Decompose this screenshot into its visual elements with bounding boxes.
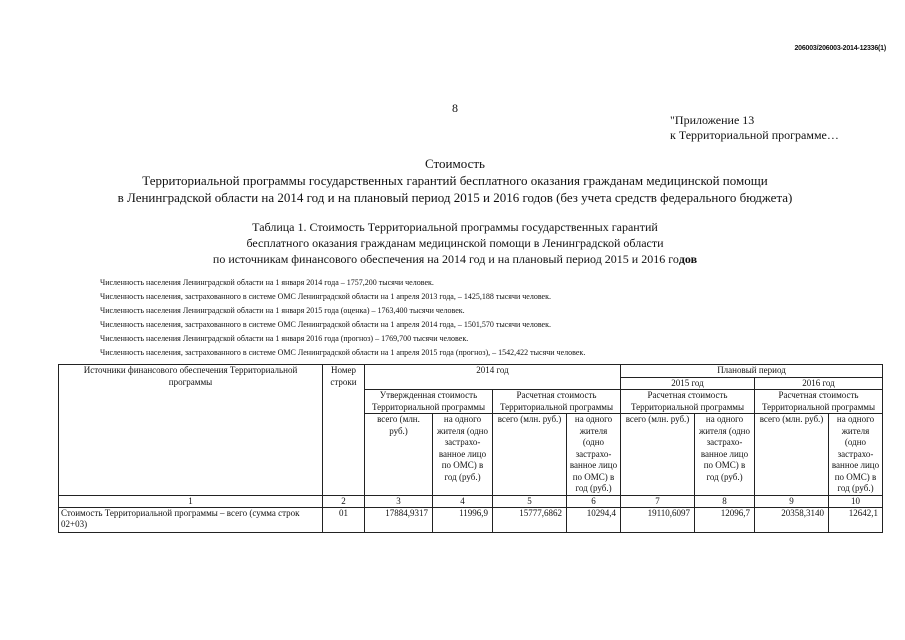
population-note: Численность населения, застрахованного в системе ОМС Ленинградской области на 1 апреля 2014 года, – 1501,570 тысячи человек. xyxy=(100,320,551,329)
population-note: Численность населения, застрахованного в системе ОМС Ленинградской области на 1 апреля 2013 года, – 1425,188 тысячи человек. xyxy=(100,292,551,301)
document-title-line-2: Территориальной программы государственных гарантий бесплатного оказания гражданам медицинской помощи xyxy=(142,173,768,188)
row-number: 01 xyxy=(323,507,365,532)
appendix-label: "Приложение 13 xyxy=(670,113,755,127)
population-note: Численность населения Ленинградской области на 1 января 2015 года (оценка) – 1763,400 тысячи человек. xyxy=(100,306,465,315)
header-sources: Источники финансового обеспечения Территориальной программы xyxy=(59,365,323,496)
column-number: 5 xyxy=(493,495,567,507)
population-note: Численность населения Ленинградской области на 1 января 2014 года – 1757,200 тысячи человек. xyxy=(100,278,434,287)
column-number: 3 xyxy=(365,495,433,507)
header-estimated-cost-2015: Расчетная стоимость Территориальной программы xyxy=(621,390,755,414)
header-row-number: Номер строки xyxy=(323,365,365,496)
header-total: всего (млн. руб.) xyxy=(621,414,695,496)
column-number: 2 xyxy=(323,495,365,507)
page-number: 8 xyxy=(452,101,458,115)
population-note: Численность населения Ленинградской области на 1 января 2016 года (прогноз) – 1769,700 тысячи человек. xyxy=(100,334,469,343)
table-caption-line-3-text: по источникам финансового обеспечения на 2014 год и на плановый период 2015 и 2016 го xyxy=(212,252,679,266)
value-cell: 19110,6097 xyxy=(621,507,695,532)
value-cell: 11996,9 xyxy=(433,507,493,532)
table-caption: Таблица 1. Стоимость Территориальной программы государственных гарантий xyxy=(252,220,658,234)
column-number: 7 xyxy=(621,495,695,507)
value-cell: 10294,4 xyxy=(567,507,621,532)
column-number-row xyxy=(59,495,883,507)
header-total: всего (млн. руб.) xyxy=(755,414,829,496)
table-caption-line-3-bold: дов xyxy=(678,252,698,266)
value-cell: 12642,1 xyxy=(829,507,883,532)
header-per-resident: на одного жителя (одно застрахо-ванное лицо по ОМС) в год (руб.) xyxy=(695,414,755,496)
column-number: 1 xyxy=(59,495,323,507)
header-total: всего (млн. руб.) xyxy=(493,414,567,496)
row-name: Стоимость Территориальной программы – всего (сумма строк 02+03) xyxy=(59,507,323,532)
cost-table xyxy=(58,364,883,533)
header-per-resident: на одного жителя (одно застрахо-ванное лицо по ОМС) в год (руб.) xyxy=(829,414,883,496)
header-approved-cost-2014: Утвержденная стоимость Территориальной программы xyxy=(365,390,493,414)
value-cell: 20358,3140 xyxy=(755,507,829,532)
population-note: Численность населения, застрахованного в системе ОМС Ленинградской области на 1 апреля 2015 года (прогноз), – 1542,422 тысячи человек. xyxy=(100,348,586,357)
header-year-2014: 2014 год xyxy=(365,365,621,390)
header-estimated-cost-2014: Расчетная стоимость Территориальной программы xyxy=(493,390,621,414)
document-title: Стоимость xyxy=(425,156,485,171)
appendix-reference: к Территориальной программе… xyxy=(670,128,839,142)
header-year-2015: 2015 год xyxy=(621,377,755,390)
document-title-line-3: в Ленинградской области на 2014 год и на плановый период 2015 и 2016 годов (без учета средств федерального бюджета) xyxy=(117,190,793,205)
header-year-2016: 2016 год xyxy=(755,377,883,390)
column-number: 6 xyxy=(567,495,621,507)
header-total: всего (млн. руб.) xyxy=(365,414,433,496)
column-number: 8 xyxy=(695,495,755,507)
column-number: 9 xyxy=(755,495,829,507)
value-cell: 17884,9317 xyxy=(365,507,433,532)
table-caption-line-3 xyxy=(60,252,850,267)
table-row xyxy=(59,507,883,532)
header-planned-period: Плановый период xyxy=(621,365,883,378)
column-number: 10 xyxy=(829,495,883,507)
header-per-resident: на одного жителя (одно застрахо-ванное лицо по ОМС) в год (руб.) xyxy=(567,414,621,496)
value-cell: 12096,7 xyxy=(695,507,755,532)
table-caption-line-2: бесплатного оказания гражданам медицинской помощи в Ленинградской области xyxy=(246,236,664,250)
column-number: 4 xyxy=(433,495,493,507)
document-id: 206003/206003-2014-12336(1) xyxy=(794,45,886,52)
header-per-resident: на одного жителя (одно застрахо-ванное лицо по ОМС) в год (руб.) xyxy=(433,414,493,496)
header-estimated-cost-2016: Расчетная стоимость Территориальной программы xyxy=(755,390,883,414)
value-cell: 15777,6862 xyxy=(493,507,567,532)
